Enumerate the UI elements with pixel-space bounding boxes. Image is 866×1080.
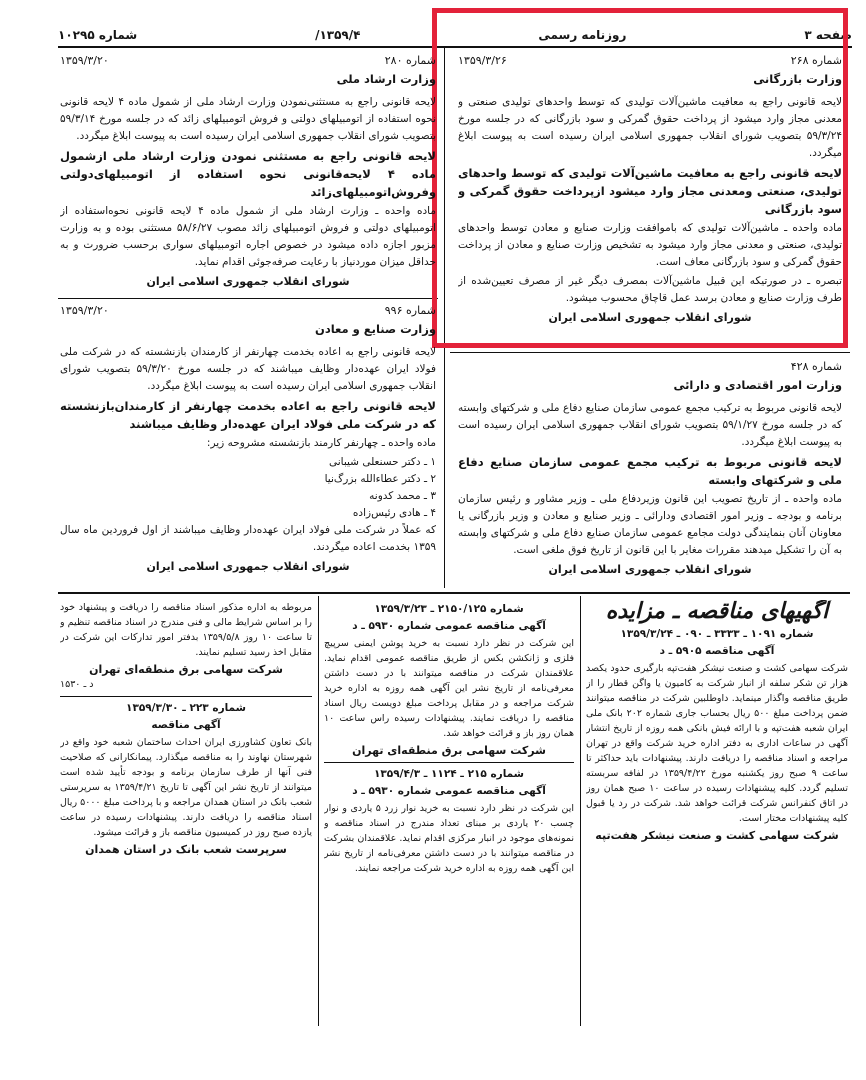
decree-number: شماره ۴۲۸ [790,360,842,373]
newspaper-name: روزنامه رسمی [538,28,627,42]
ad-number: شماره ۲۱۵ ـ ۱۱۲۴ ـ ۱۳۵۹/۴/۳ [373,768,525,780]
decree-title: لایحه قانونی مربوط به ترکیب مجمع عمومی سازمان صنایع دفاع ملی و شرکتهای وابسته [458,455,842,487]
header-date: ۱۳۵۹/۴/ [315,28,361,42]
ad-body: مربوطه به اداره مذکور اسناد مناقصه را دریافت و پیشنهاد خود را بر اساس شرایط مالی و فنی مندرج در اسناد مناقصه تنظیم و تا ساعت ۱۰ روز ۱۳۵۹/۵/۸ بدفتر امور تدارکات این شرکت در مقابل اخذ رسید تسلیم نمایند. [60,602,312,658]
signature: شورای انقلاب جمهوری اسلامی ایران [548,563,752,576]
signature: شورای انقلاب جمهوری اسلامی ایران [146,560,350,573]
issue-number: شماره ۱۰۲۹۵ [58,28,138,42]
section-divider [450,352,850,353]
ad-signature: شرکت سهامی کشت و صنعت نیشکر هفت‌تپه [595,829,839,842]
decree-economy [458,358,842,588]
ministry-name: وزارت صنایع و معادن [315,322,436,336]
ad-body: شرکت سهامی کشت و صنعت نیشکر هفت‌تپه بارگیری حدود یکصد هزار تن شکر سلفه از انبار شرکت به کامیون یا واگن قطار را از طریق مناقصه واگذار مینماید. داوطلبین شرکت در مناقصه میتوانند ضمن پرداخت مبلغ ۵۰۰ ریال بحساب جاری شماره ۲۰۲ بانک ملی ایران شعبه هفت‌تپه و با ارائه فیش بانکی همه روزه از تاریخ انتشار آگهی در ساعات اداری به دفتر اداره خرید شرکت واقع در تهران مراجعه و اسناد مناقصه را دریافت دارند. پیشنهادات باید حداکثر تا ساعت ۹ صبح روز یکشنبه مورخ ۱۳۵۹/۴/۲۲ در لفافه سربسته تسلیم گردد. کلیه پیشنهادات رسیده در ساعت ۱۰ صبح همان روز در اتاق کنفرانس شرکت قرائت خواهد شد. شرکت در رد یا قبول کلیه پیشنهادات مختار است. [586,663,848,824]
decree-number: شماره ۲۸۰ [384,54,436,67]
decree-closing: که عملاً در شرکت ملی فولاد ایران عهده‌دار وظایف میباشند از اول فروردین ماه سال ۱۳۵۹ بخدمت اعاده میگردند. [60,524,436,553]
decree-body: ماده واحده ـ وزارت ارشاد ملی از شمول ماده ۴ لایحه قانونی نحوه‌استفاده از اتومبیلهای دولتی و فروش اتومبیلهای زائد مصوب ۵۸/۶/۲۷ مستثنی بوده و به وزارت مزبور اجازه داده میشود در خصوص اجاره اتومبیلهای سواری برحسب ضرورت و به حداقل میزان موردنیاز با رعایت صرفه‌جوئی اقدام نماید. [60,205,436,268]
list-item: ۲ ـ دکتر عطاءالله بزرگ‌نیا [324,473,436,485]
decree-guidance [60,52,436,294]
ads-title: آگهیهای مناقصه ـ مزایده [605,600,829,624]
ad-subtitle: آگهی مناقصه [151,719,221,731]
ad-number: شماره ۲۲۳ ـ ۱۳۵۹/۳/۳۰ [126,702,246,714]
list-item: ۱ ـ دکتر حسنعلی شیبانی [328,456,436,468]
decree-body: ماده واحده ـ چهارنفر کارمند بازنشسته مشروحه زیر: [206,437,436,449]
ministry-name: وزارت بازرگانی [753,72,842,86]
highlight-box [432,8,848,348]
ad-signature: شرکت سهامی برق منطقه‌ای تهران [352,744,546,757]
section-divider [58,298,438,299]
ad-divider [324,762,574,763]
ad-signature: سرپرست شعب بانک در استان همدان [85,843,287,856]
ads-column-right [586,600,848,1022]
decree-body: ماده واحده ـ از تاریخ تصویب این قانون وزیردفاع ملی ـ وزیر مشاور و رئیس سازمان برنامه و بودجه ـ وزیر امور اقتصادی ودارائی ـ وزیر صنایع و معادن و وزیر بازرگانی یا معاونان آنان بنمایندگی دولت مجامع عمومی سازمان صنایع دفاع ملی و شرکتهای وابسته به آن را تشکیل میدهند مقررات مغایر با این قانون از تاریخ فوق ملغی است. [458,493,842,556]
decree-intro: لایحه قانونی راجع به معافیت ماشین‌آلات تولیدی که توسط واحدهای تولیدی صنعتی و معدنی مجاز وارد میشود از پرداخت حقوق گمرکی و سود بازرگانی که در جلسه مورخ ۵۹/۳/۲۴ بتصویب شورای انقلاب جمهوری اسلامی ایران رسیده است به پیوست ابلاغ میگردد. [458,96,842,159]
decree-title: لایحه قانونی راجع به اعاده بخدمت چهارنفر از کارمندان‌بازنشسته که در شرکت ملی فولاد ایران عهده‌دار وظایف میباشند [60,399,436,431]
ad-body: این شرکت در نظر دارد نسبت به خرید نوار زرد ۵ یاردی و نوار چسب ۲۰ یاردی بر مبنای تعداد مندرج در اسناد مناقصه و نمونه‌های موجود در انبار مرکزی اقدام نماید. علاقمندان بشرکت در مناقصه میتوانند با در دست داشتن معرفی‌نامه از تاریخ نشر این آگهی همه روزه به اداره خرید شرکت مراجعه نمایند. [324,803,574,874]
decree-industry [60,302,436,588]
page-number: صفحه ۳ [804,28,852,42]
ad-number: شماره ۱۰۹۱ ـ ۳۳۳۳ ـ ۰۹۰ ـ ۱۳۵۹/۳/۲۴ [620,628,814,640]
signature: شورای انقلاب جمهوری اسلامی ایران [146,275,350,288]
decree-title: لایحه قانونی راجع به معافیت ماشین‌آلات تولیدی که توسط واحدهای تولیدی، صنعتی ومعدنی مجاز وارد میشود ازپرداخت حقوق گمرکی و سود بازرگانی [458,166,842,216]
decree-intro: لایحه قانونی راجع به مستثنی‌نمودن وزارت ارشاد ملی از شمول ماده ۴ لایحه قانونی نحوه استفاده از اتومبیلهای دولتی و فروش اتومبیلهای زائد که در جلسه مورخ ۵۹/۳/۱۴ بتصویب شورای انقلاب جمهوری اسلامی ایران رسیده است به پیوست ابلاغ میگردد. [60,96,436,142]
decree-intro: لایحه قانونی راجع به اعاده بخدمت چهارنفر از کارمندان بازنشسته که در شرکت ملی فولاد ایران عهده‌دار وظایف میباشند که در جلسه مورخ ۵۹/۳/۲۰ بتصویب شورای انقلاب جمهوری اسلامی ایران رسیده است به پیوست ابلاغ میگردد. [60,346,436,392]
decree-date: ۱۳۵۹/۳/۲۰ [60,304,109,317]
ad-code: د ـ ۱۵۳۰ [60,679,94,690]
decree-intro: لایحه قانونی مربوط به ترکیب مجمع عمومی سازمان صنایع دفاع ملی و شرکتهای وابسته که در جلسه مورخ ۵۹/۱/۲۷ بتصویب شورای انقلاب جمهوری اسلامی ایران رسیده است به پیوست ابلاغ میگردد. [458,402,842,448]
decree-title: لایحه قانونی راجع به مستثنی نمودن وزارت ارشاد ملی ازشمول ماده ۴ لایحه‌قانونی نحوه استفاده از اتومبیلهای‌دولتی وفروش‌اتومبیلهای‌زائد [60,149,436,199]
column-divider [580,596,581,1026]
ads-column-middle [324,600,574,1022]
ad-subtitle: آگهی مناقصه عمومی شماره ۵۹۳۰ ـ د [352,620,546,632]
decree-date: ۱۳۵۹/۳/۲۶ [458,54,507,67]
column-divider [318,596,319,1026]
decree-number: شماره ۹۹۶ [384,304,436,317]
decree-number: شماره ۲۶۸ [790,54,842,67]
ads-column-left [60,600,312,1022]
ministry-name: وزارت ارشاد ملی [336,72,436,86]
ad-divider [60,696,312,697]
ministry-name: وزارت امور اقتصادی و دارائی [673,378,842,392]
ad-subtitle: آگهی مناقصه عمومی شماره ۵۹۳۰ ـ د [352,785,546,797]
ad-body: بانک تعاون کشاورزی ایران احداث ساختمان شعبه خود واقع در شهرستان نهاوند را به مناقصه میگذارد. پیمانکارانی که صلاحیت فنی آنها از طرف سازمان برنامه و بودجه تأیید شده است میتوانند از تاریخ نشر این آگهی تا تاریخ ۱۳۵۹/۴/۲۱ به سرپرستی شعب بانک در استان همدان مراجعه و با پرداخت مبلغ ۵۰۰۰ ریال اسناد مناقصه را دریافت دارند. پیشنهادات رسیده در ساعت یازده صبح روز در کمیسیون مناقصه باز و قرائت میشود. [60,737,312,838]
list-item: ۳ ـ محمد کدونه [369,490,436,502]
list-item: ۴ ـ هادی رئیس‌زاده [352,507,436,519]
ad-body: این شرکت در نظر دارد نسبت به خرید پوشن ایمنی سرپیچ فلزی و ژانکشن بکس از طریق مناقصه عمومی اقدام نماید. علاقمندان شرکت در مناقصه میتوانند با در دست داشتن معرفی‌نامه از تاریخ نشر این آگهی همه روزه به اداره خرید شرکت مراجعه و در مقابل پرداخت مبلغ دویست ریال اسناد مناقصه را دریافت نمایند. پیشنهادات رسیده راس ساعت ۱۰ همان روز باز و قرائت خواهد شد. [324,638,574,739]
decree-body: ماده واحده ـ ماشین‌آلات تولیدی که باموافقت وزارت صنایع و معادن توسط واحدهای تولیدی، صنعتی و معدنی مجاز وارد میشود به تشخیص وزارت صنایع و معادن از پرداخت حقوق گمرکی و سود بازرگانی معاف است. [458,222,842,268]
decree-note: تبصره ـ در صورتیکه این قبیل ماشین‌آلات بمصرف دیگر غیر از مصرف تعیین‌شده از طرف وزارت صنایع و معادن برسد عمل قاچاق محسوب میشود. [458,275,842,304]
ad-number: شماره ۲۱۵۰/۱۲۵ ـ ۱۳۵۹/۳/۲۳ [374,603,524,615]
ad-signature: شرکت سهامی برق منطقه‌ای تهران [89,663,283,676]
decree-date: ۱۳۵۹/۳/۲۰ [60,54,109,67]
half-divider [58,592,850,594]
signature: شورای انقلاب جمهوری اسلامی ایران [548,311,752,324]
ad-subtitle: آگهی مناقصه ۵۹۰۵ ـ د [659,645,775,657]
